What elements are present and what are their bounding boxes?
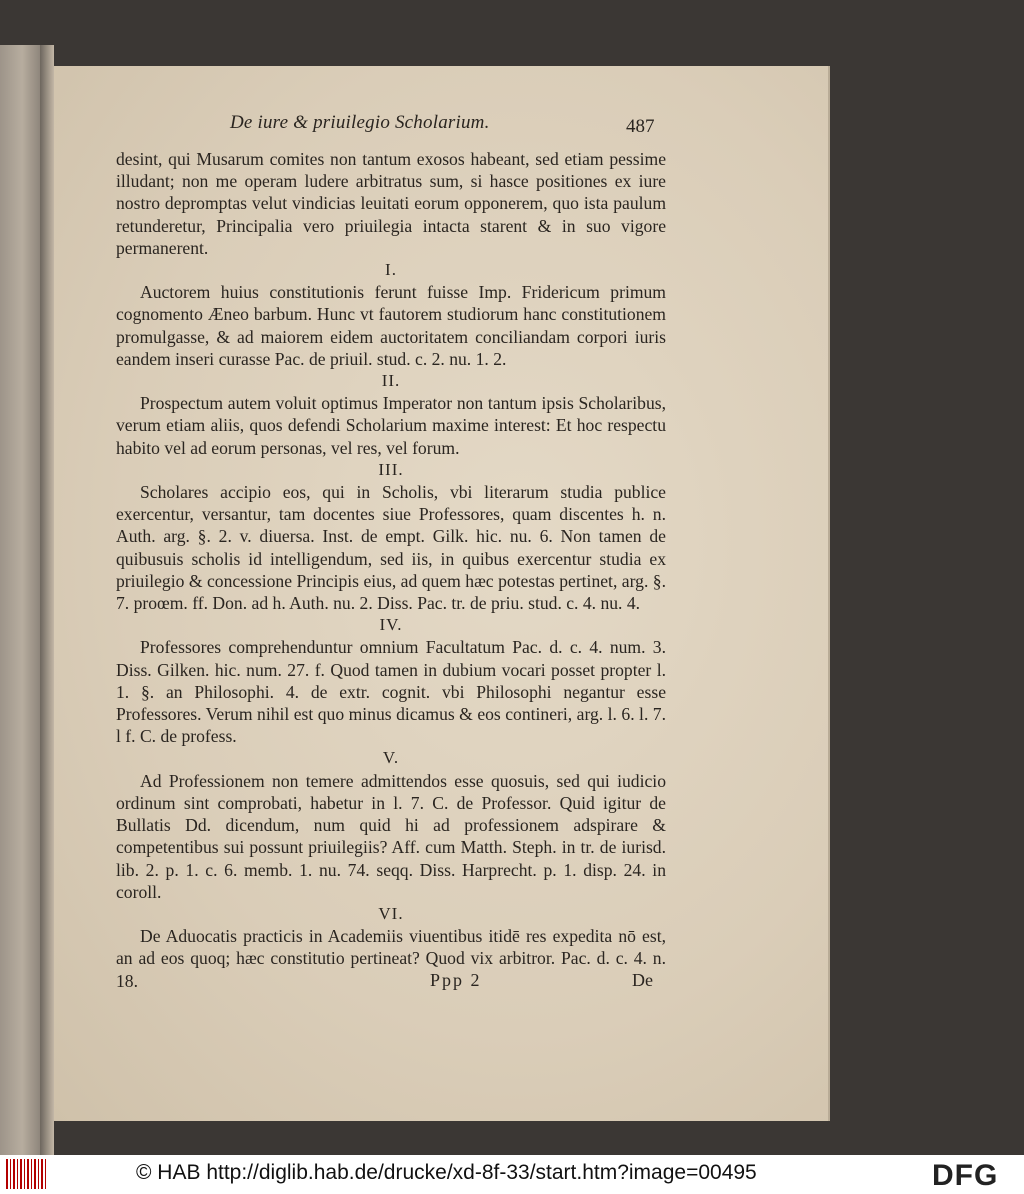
- section-number: VI.: [378, 903, 404, 923]
- catchword: De: [632, 970, 653, 990]
- section-number: II.: [381, 371, 401, 391]
- paragraph: desint, qui Musarum comites non tantum exosos habeant, sed etiam pessime illudant; non me operam ludere arbitratus sum, si hasce positiones ex iure nostro depromptas velut vindicias leuitati eorum opponerem, quo ista paulum retunderetur, Principalia vero priuilegia intacta starent & in suo vigore permanerent.: [116, 149, 666, 258]
- section-number: III.: [378, 459, 404, 479]
- paragraph: Auctorem huius constitutionis ferunt fuisse Imp. Fridericum primum cognomento Æneo barbum. Hunc vt fautorem studiorum hanc constitutionem promulgasse, & ad maiorem eidem auctoritatem conciliandam corpori iuris eandem inseri curasse Pac. de priuil. stud. c. 2. nu. 1. 2.: [116, 282, 666, 369]
- previous-page-edge: [0, 45, 40, 1155]
- dfg-logo: DFG: [932, 1159, 999, 1192]
- paragraph: Prospectum autem voluit optimus Imperator non tantum ipsis Scholaribus, verum etiam aliis, quos defendi Scholarium maxime interest: Et hoc respectu habito vel ad eorum personas, vel res, vel forum.: [116, 393, 666, 458]
- binding-shadow: [40, 45, 54, 1155]
- page-text: [116, 148, 666, 992]
- paragraph: Professores comprehenduntur omnium Facultatum Pac. d. c. 4. num. 3. Diss. Gilken. hic. num. 27. f. Quod tamen in dubium vocari posset propter l. 1. §. an Philosophi. 4. de extr. cognit. vbi Philosophi negantur esse Professores. Verum nihil est quo minus dicamus & eos contineri, arg. l. 6. l. 7. l f. C. de profess.: [116, 637, 666, 747]
- running-head: De iure & priuilegio Scholarium.: [230, 112, 490, 133]
- page-number: 487: [626, 116, 655, 137]
- paragraph: De Aduocatis practicis in Academiis viuentibus itidē res expedita nō est, an ad eos quoq; hæc constitutio pertineat? Quod vix arbitror. Pac. d. c. 4. n. 18.: [116, 926, 666, 991]
- barcode-icon: [6, 1159, 46, 1189]
- signature-mark: Ppp 2: [430, 970, 482, 990]
- source-credit-link[interactable]: © HAB http://diglib.hab.de/drucke/xd-8f-33/start.htm?image=00495: [136, 1161, 757, 1184]
- section-number: I.: [385, 260, 397, 280]
- section-number: IV.: [379, 615, 403, 635]
- paragraph: Ad Professionem non temere admittendos esse quosuis, sed qui iudicio ordinum sint comprobati, habetur in l. 7. C. de Professor. Quid igitur de Bullatis Dd. dicendum, num quid hi ad professionem adspirare & competentibus sui possunt priuilegiis? Aff. cum Matth. Steph. in tr. de iurisd. lib. 2. p. 1. c. 6. memb. 1. nu. 74. seqq. Diss. Harprecht. p. 1. disp. 24. in coroll.: [116, 770, 666, 902]
- paragraph: Scholares accipio eos, qui in Scholis, vbi literarum studia publice exercentur, versantur, tam docentes siue Professores, quam discentes h. n. Auth. arg. §. 2. v. diuersa. Inst. de empt. Gilk. hic. nu. 6. Non tamen de quibusuis scholis id intelligendum, sed iis, in quibus exercentur studia ex priuilegio & concessione Principis eius, ad quem hæc potestas pertinet, arg. §. 7. proœm. ff. Don. ad h. Auth. nu. 2. Diss. Pac. tr. de priu. stud. c. 4. nu. 4.: [116, 482, 666, 614]
- section-number: V.: [382, 748, 400, 768]
